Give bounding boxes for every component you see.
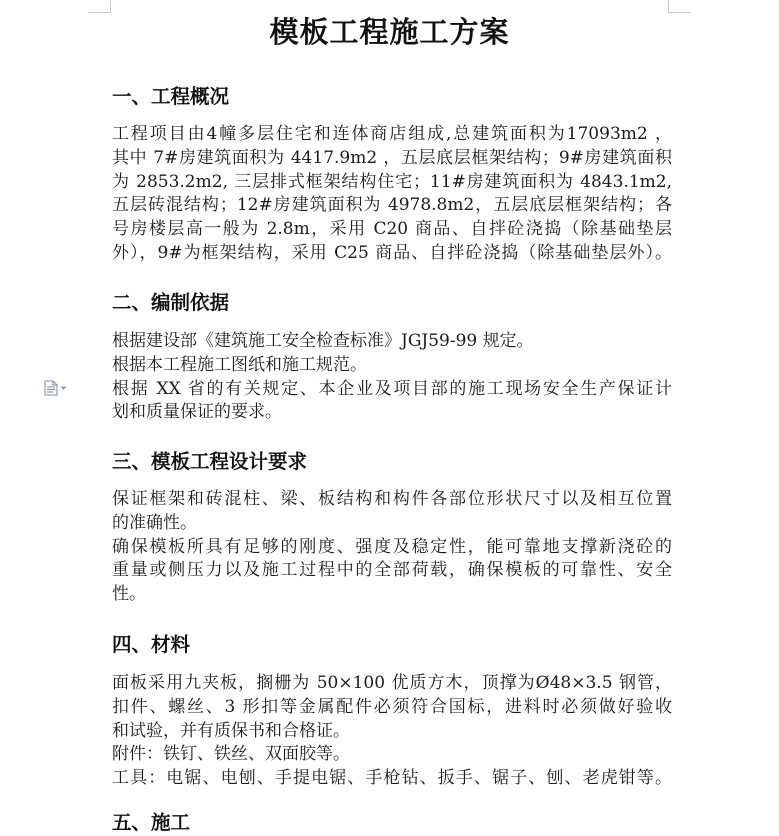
- section-heading-next-cut: [112, 808, 192, 834]
- section-heading-basis: 二、编制依据: [112, 291, 230, 314]
- section-body-materials: [112, 672, 672, 791]
- document-icon: [44, 380, 58, 396]
- document-title: 模板工程施工方案: [269, 15, 510, 49]
- paragraph-line: 其中 7#房建筑面积为 4417.9m2 ，五层底层框架结构；9#房建筑面积: [112, 147, 672, 168]
- section-heading-materials: 四、材料: [112, 633, 191, 656]
- paragraph-line: 划和质量保证的要求。: [112, 402, 282, 423]
- paragraph-line: 工具：电锯、电刨、手提电锯、手枪钻、扳手、锯子、刨、老虎钳等。: [112, 768, 672, 789]
- paragraph-line: 和试验，并有质保书和合格证。: [112, 720, 350, 741]
- paragraph-line: 根据本工程施工图纸和施工规范。: [112, 354, 367, 375]
- section-body-design-requirements: [112, 488, 672, 607]
- chevron-down-icon: [60, 386, 67, 391]
- section-heading-overview: 一、工程概况: [112, 85, 230, 108]
- paragraph-layout-icon[interactable]: [44, 380, 72, 396]
- section-heading-design-requirements: 三、模板工程设计要求: [112, 450, 308, 473]
- paragraph-line: 保证框架和砖混柱、梁、板结构和构件各部位形状尺寸以及相互位置: [112, 489, 672, 509]
- paragraph-line: 重量或侧压力以及施工过程中的全部荷载，确保模板的可靠性、安全: [112, 560, 672, 581]
- paragraph-line: 根据 XX 省的有关规定、本企业及项目部的施工现场安全生产保证计: [112, 378, 672, 399]
- paragraph-line: 外），9#为框架结构，采用 C25 商品、自拌砼浇捣（除基础垫层外）。: [112, 242, 672, 263]
- paragraph-line: 工程项目由4幢多层住宅和连体商店组成,总建筑面积为17093m2 ，: [112, 124, 672, 144]
- section-body-basis: [112, 330, 672, 425]
- paragraph-line: 为 2853.2m2, 三层排式框架结构住宅；11#房建筑面积为 4843.1m2,: [112, 171, 672, 192]
- paragraph-line: 的准确性。: [112, 512, 197, 533]
- paragraph-line: 五层砖混结构；12#房建筑面积为 4978.8m2，五层底层框架结构；各: [112, 195, 672, 216]
- paragraph-line: 面板采用九夹板，搁栅为 50×100 优质方木，顶撑为Ø48×3.5 钢管，: [112, 673, 672, 693]
- paragraph-line: 扣件、螺丝、3 形扣等金属配件必须符合国标，进料时必须做好验收: [112, 696, 672, 717]
- cut-heading-text: 五、施工: [112, 811, 191, 834]
- paragraph-line: 根据建设部《建筑施工安全检查标准》JGJ59-99 规定。: [112, 331, 534, 351]
- section-body-overview: [112, 123, 672, 266]
- paragraph-line: 附件：铁钉、铁丝、双面胶等。: [112, 744, 350, 765]
- paragraph-line: 性。: [112, 584, 146, 605]
- paragraph-line: 号房楼层高一般为 2.8m，采用 C20 商品、自拌砼浇捣（除基础垫层: [112, 219, 672, 240]
- paragraph-line: 确保模板所具有足够的刚度、强度及稳定性，能可靠地支撑新浇砼的: [112, 536, 672, 557]
